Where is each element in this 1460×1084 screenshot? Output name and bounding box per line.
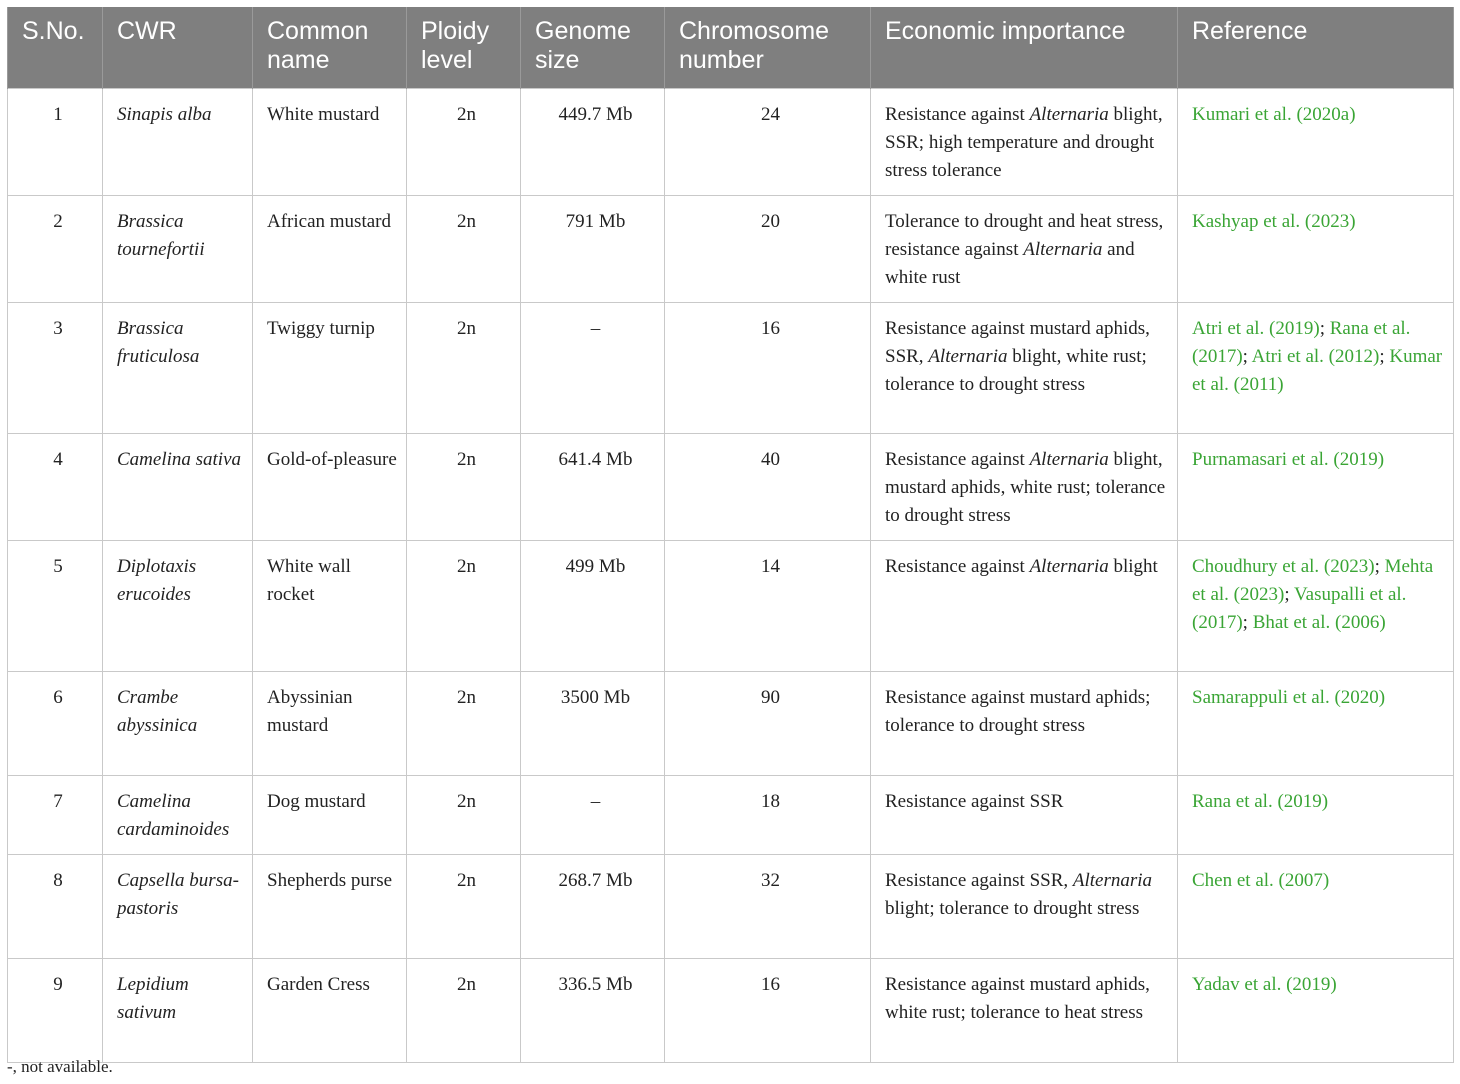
reference-link[interactable]: Vasupalli et al. (2017)	[1192, 584, 1407, 633]
cell-economic-importance	[871, 434, 1178, 541]
importance-text: Resistance against mustard aphids, SSR,	[885, 318, 1150, 367]
cell-common-name: African mustard	[253, 196, 407, 303]
cell-reference	[1178, 196, 1454, 303]
cell-reference	[1178, 855, 1454, 959]
importance-text: blight, white rust; tolerance to drought stress	[885, 346, 1147, 395]
cell-reference	[1178, 89, 1454, 196]
cell-cwr: Diplotaxis erucoides	[103, 541, 253, 672]
header-cwr: CWR	[103, 7, 253, 89]
cell-reference	[1178, 672, 1454, 776]
reference-link[interactable]: Kumar et al. (2011)	[1192, 346, 1443, 395]
table-row	[8, 776, 1454, 855]
cell-ploidy: 2n	[407, 434, 521, 541]
cell-common-name: Shepherds purse	[253, 855, 407, 959]
importance-text: Resistance against SSR,	[885, 870, 1073, 891]
cell-economic-importance	[871, 672, 1178, 776]
header-genome-size: Genome size	[521, 7, 665, 89]
cell-chromosome: 18	[665, 776, 871, 855]
reference-link[interactable]: Yadav et al. (2019)	[1192, 974, 1337, 995]
cell-cwr: Crambe abyssinica	[103, 672, 253, 776]
table-header	[8, 7, 1454, 89]
cell-common-name: Twiggy turnip	[253, 303, 407, 434]
cell-economic-importance	[871, 303, 1178, 434]
importance-text: Alternaria	[1029, 104, 1109, 125]
table-row	[8, 303, 1454, 434]
importance-text: Resistance against	[885, 556, 1030, 577]
cell-reference	[1178, 959, 1454, 1063]
cell-economic-importance	[871, 89, 1178, 196]
reference-link[interactable]: Kashyap et al. (2023)	[1192, 211, 1356, 232]
cell-ploidy: 2n	[407, 776, 521, 855]
cell-chromosome: 14	[665, 541, 871, 672]
cell-chromosome: 16	[665, 959, 871, 1063]
cell-genome-size: 336.5 Mb	[521, 959, 665, 1063]
reference-link[interactable]: Rana et al. (2019)	[1192, 791, 1329, 812]
cell-common-name: White wall rocket	[253, 541, 407, 672]
reference-link[interactable]: Chen et al. (2007)	[1192, 870, 1330, 891]
cell-common-name: Gold-of-pleasure	[253, 434, 407, 541]
cell-chromosome: 32	[665, 855, 871, 959]
cell-ploidy: 2n	[407, 89, 521, 196]
cell-ploidy: 2n	[407, 196, 521, 303]
cell-genome-size: 499 Mb	[521, 541, 665, 672]
cell-economic-importance	[871, 541, 1178, 672]
importance-text: Resistance against	[885, 104, 1030, 125]
cell-sno: 5	[8, 541, 103, 672]
cell-cwr: Camelina sativa	[103, 434, 253, 541]
cell-economic-importance	[871, 959, 1178, 1063]
cell-sno: 7	[8, 776, 103, 855]
importance-text: and white rust	[885, 239, 1135, 288]
cwr-table	[7, 7, 1454, 1063]
cell-genome-size: 268.7 Mb	[521, 855, 665, 959]
cell-reference	[1178, 776, 1454, 855]
header-sno: S.No.	[8, 7, 103, 89]
table-row	[8, 959, 1454, 1063]
cell-chromosome: 20	[665, 196, 871, 303]
importance-text: blight, mustard aphids, white rust; tolerance to drought stress	[885, 449, 1166, 526]
reference-link[interactable]: Choudhury et al. (2023)	[1192, 556, 1375, 577]
reference-link[interactable]: Rana et al. (2017)	[1192, 318, 1411, 367]
table-container	[7, 7, 1453, 1063]
table-row	[8, 672, 1454, 776]
table-row	[8, 89, 1454, 196]
cell-economic-importance	[871, 196, 1178, 303]
importance-text: Alternaria	[928, 346, 1008, 367]
cell-economic-importance	[871, 855, 1178, 959]
cell-genome-size: 3500 Mb	[521, 672, 665, 776]
cell-chromosome: 90	[665, 672, 871, 776]
cell-sno: 4	[8, 434, 103, 541]
reference-link[interactable]: Purnamasari et al. (2019)	[1192, 449, 1385, 470]
table-row	[8, 855, 1454, 959]
cell-genome-size: 449.7 Mb	[521, 89, 665, 196]
cell-sno: 8	[8, 855, 103, 959]
cell-reference	[1178, 434, 1454, 541]
cell-ploidy: 2n	[407, 672, 521, 776]
cell-genome-size: 791 Mb	[521, 196, 665, 303]
cell-ploidy: 2n	[407, 959, 521, 1063]
cell-cwr: Lepidium sativum	[103, 959, 253, 1063]
cell-sno: 3	[8, 303, 103, 434]
header-row	[8, 7, 1454, 89]
cell-sno: 6	[8, 672, 103, 776]
importance-text: Resistance against SSR	[885, 791, 1064, 812]
table-body	[8, 89, 1454, 1063]
cell-sno: 2	[8, 196, 103, 303]
cell-genome-size: –	[521, 303, 665, 434]
importance-text: Alternaria	[1029, 449, 1109, 470]
cell-chromosome: 24	[665, 89, 871, 196]
cell-ploidy: 2n	[407, 303, 521, 434]
cell-genome-size: –	[521, 776, 665, 855]
reference-link[interactable]: Atri et al. (2012)	[1251, 346, 1380, 367]
cell-common-name: Garden Cress	[253, 959, 407, 1063]
importance-text: Alternaria	[1029, 556, 1109, 577]
importance-text: Resistance against	[885, 449, 1030, 470]
cell-reference: Choudhury et al. (2023); Mehta et al. (2023); Vasupalli et al. (2017); Bhat et al. (2006)	[1178, 541, 1454, 672]
cell-cwr: Brassica fruticulosa	[103, 303, 253, 434]
reference-link[interactable]: Mehta et al. (2023)	[1192, 556, 1434, 605]
reference-link[interactable]: Bhat et al. (2006)	[1252, 612, 1386, 633]
cell-reference: Atri et al. (2019); Rana et al. (2017); Atri et al. (2012); Kumar et al. (2011)	[1178, 303, 1454, 434]
importance-text: blight; tolerance to drought stress	[885, 898, 1140, 919]
cell-common-name: Dog mustard	[253, 776, 407, 855]
cell-genome-size: 641.4 Mb	[521, 434, 665, 541]
cell-chromosome: 16	[665, 303, 871, 434]
header-ploidy-level: Ploidy level	[407, 7, 521, 89]
reference-link[interactable]: Samarappuli et al. (2020)	[1192, 687, 1386, 708]
table-row	[8, 541, 1454, 672]
cell-chromosome: 40	[665, 434, 871, 541]
importance-text: blight, SSR; high temperature and drought stress tolerance	[885, 104, 1163, 181]
importance-text: Alternaria	[1072, 870, 1153, 891]
cell-economic-importance	[871, 776, 1178, 855]
cell-cwr: Camelina cardaminoides	[103, 776, 253, 855]
cell-ploidy: 2n	[407, 541, 521, 672]
table-row	[8, 196, 1454, 303]
cell-sno: 9	[8, 959, 103, 1063]
header-reference: Reference	[1178, 7, 1454, 89]
cell-common-name: White mustard	[253, 89, 407, 196]
header-economic-importance: Economic importance	[871, 7, 1178, 89]
table-footnote: -, not available.	[7, 1057, 113, 1076]
header-common-name: Common name	[253, 7, 407, 89]
importance-text: blight	[1108, 556, 1158, 577]
cell-sno: 1	[8, 89, 103, 196]
importance-text: Resistance against mustard aphids; tolerance to drought stress	[885, 687, 1151, 736]
reference-link[interactable]: Atri et al. (2019)	[1192, 318, 1320, 339]
importance-text: Alternaria	[1023, 239, 1103, 260]
reference-link[interactable]: Kumari et al. (2020a)	[1192, 104, 1356, 125]
cell-cwr: Brassica tournefortii	[103, 196, 253, 303]
cell-ploidy: 2n	[407, 855, 521, 959]
cell-cwr: Sinapis alba	[103, 89, 253, 196]
cell-common-name: Abyssinian mustard	[253, 672, 407, 776]
cell-cwr: Capsella bursa-pastoris	[103, 855, 253, 959]
importance-text: Tolerance to drought and heat stress, resistance against	[885, 211, 1164, 260]
header-chromosome-number: Chromosome number	[665, 7, 871, 89]
table-row	[8, 434, 1454, 541]
importance-text: Resistance against mustard aphids, white rust; tolerance to heat stress	[885, 974, 1150, 1023]
